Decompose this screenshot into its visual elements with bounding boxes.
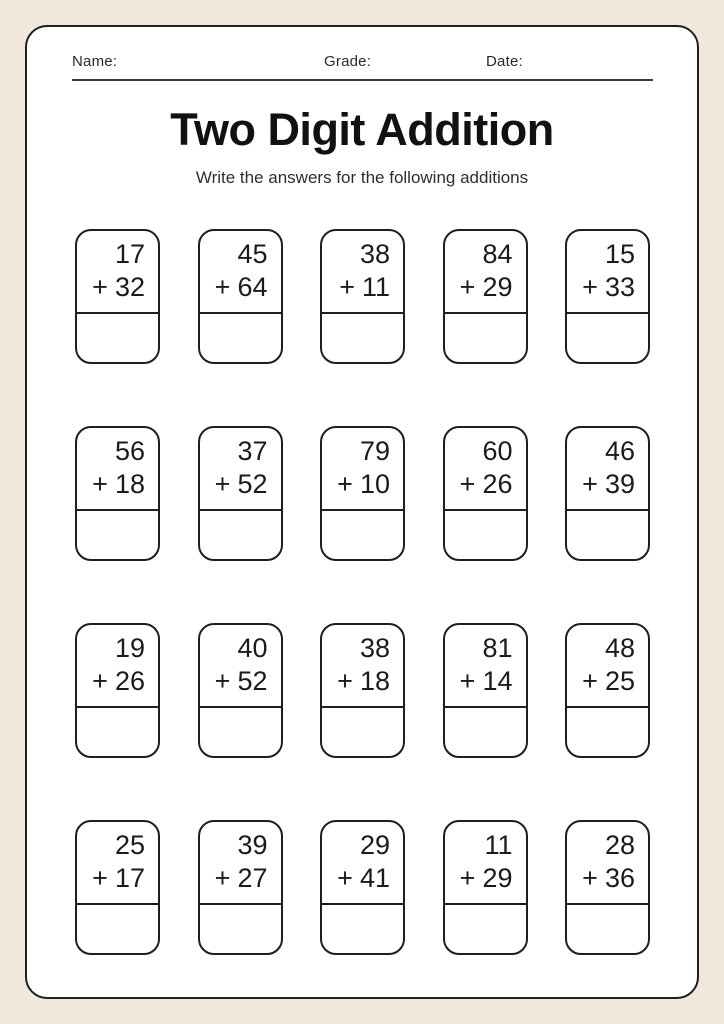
addend-row: [337, 665, 390, 698]
plus-sign: +: [582, 666, 598, 697]
plus-sign: +: [92, 272, 108, 303]
problem-card: [75, 820, 160, 955]
addition-problem: [77, 231, 158, 312]
plus-sign: +: [214, 863, 231, 894]
problems-grid: [75, 229, 650, 955]
addend: 27: [237, 863, 268, 894]
augend: 81: [482, 633, 513, 664]
augend: 45: [237, 239, 268, 270]
header-fields[interactable]: [72, 53, 653, 81]
problem-card: [443, 229, 528, 364]
answer-box[interactable]: [567, 312, 648, 362]
addend-row: [460, 665, 513, 698]
addition-problem: [445, 625, 526, 706]
augend: 37: [237, 436, 268, 467]
answer-box[interactable]: [77, 903, 158, 953]
plus-sign: +: [339, 272, 355, 303]
addition-problem: [77, 822, 158, 903]
plus-sign: +: [337, 666, 353, 697]
addend: 29: [482, 863, 513, 894]
addition-problem: [322, 625, 403, 706]
addition-problem: [77, 428, 158, 509]
addend: 17: [114, 863, 145, 894]
plus-sign: +: [92, 863, 108, 894]
problem-card: [75, 426, 160, 561]
augend: 38: [359, 633, 390, 664]
addend-row: [92, 468, 145, 501]
answer-box[interactable]: [200, 903, 281, 953]
augend: 25: [114, 830, 145, 861]
plus-sign: +: [459, 272, 476, 303]
augend: 40: [237, 633, 268, 664]
augend: 84: [482, 239, 513, 270]
addend-row: [92, 665, 145, 698]
addend-row: [460, 862, 513, 895]
addend: 18: [114, 469, 145, 500]
addend: 29: [482, 272, 513, 303]
addition-problem: [567, 822, 648, 903]
addition-problem: [445, 428, 526, 509]
addend: 33: [604, 272, 635, 303]
augend: 19: [114, 633, 145, 664]
addend: 52: [237, 469, 268, 500]
addend: 25: [604, 666, 635, 697]
addend-row: [337, 468, 390, 501]
date-label: Date:: [486, 53, 523, 70]
addend-row: [215, 468, 268, 501]
plus-sign: +: [214, 469, 231, 500]
addend-row: [460, 468, 513, 501]
name-label: Name:: [72, 53, 118, 70]
answer-box[interactable]: [445, 903, 526, 953]
plus-sign: +: [459, 666, 476, 697]
addition-problem: [200, 822, 281, 903]
addend: 14: [482, 666, 513, 697]
plus-sign: +: [459, 863, 476, 894]
augend: 39: [237, 830, 268, 861]
addition-problem: [77, 625, 158, 706]
augend: 38: [359, 239, 390, 270]
addition-problem: [200, 428, 281, 509]
addend: 64: [237, 272, 268, 303]
problem-card: [198, 623, 283, 758]
answer-box[interactable]: [322, 312, 403, 362]
answer-box[interactable]: [200, 312, 281, 362]
addend: 36: [604, 863, 635, 894]
problem-card: [198, 426, 283, 561]
addition-problem: [567, 231, 648, 312]
addition-problem: [445, 822, 526, 903]
addend: 39: [604, 469, 635, 500]
answer-box[interactable]: [445, 509, 526, 559]
problem-card: [75, 623, 160, 758]
problem-card: [75, 229, 160, 364]
plus-sign: +: [337, 863, 353, 894]
plus-sign: +: [582, 272, 598, 303]
addend-row: [92, 862, 145, 895]
addition-problem: [200, 231, 281, 312]
answer-box[interactable]: [322, 903, 403, 953]
problem-card: [320, 623, 405, 758]
augend: 15: [604, 239, 635, 270]
addend: 52: [237, 666, 268, 697]
addend: 18: [359, 666, 390, 697]
addend: 41: [359, 863, 390, 894]
plus-sign: +: [214, 666, 231, 697]
grade-label: Grade:: [324, 53, 372, 70]
problem-card: [565, 229, 650, 364]
problem-card: [320, 426, 405, 561]
augend: 17: [114, 239, 145, 270]
problem-card: [320, 820, 405, 955]
answer-box[interactable]: [567, 509, 648, 559]
addition-problem: [200, 625, 281, 706]
answer-box[interactable]: [77, 706, 158, 756]
answer-box[interactable]: [200, 706, 281, 756]
addition-problem: [567, 625, 648, 706]
addend: 11: [361, 272, 390, 303]
problem-card: [443, 820, 528, 955]
plus-sign: +: [459, 469, 476, 500]
augend: 60: [482, 436, 513, 467]
augend: 28: [604, 830, 635, 861]
answer-box[interactable]: [200, 509, 281, 559]
addition-problem: [322, 428, 403, 509]
plus-sign: +: [214, 272, 231, 303]
addition-problem: [445, 231, 526, 312]
problem-card: [565, 820, 650, 955]
problem-card: [198, 229, 283, 364]
problem-card: [443, 623, 528, 758]
addition-problem: [322, 822, 403, 903]
answer-box[interactable]: [322, 509, 403, 559]
addend-row: [337, 862, 390, 895]
addition-problem: [567, 428, 648, 509]
addition-problem: [322, 231, 403, 312]
addend: 26: [114, 666, 145, 697]
addend-row: [460, 271, 513, 304]
plus-sign: +: [92, 666, 108, 697]
problem-card: [320, 229, 405, 364]
addend-row: [582, 862, 635, 895]
augend: 46: [604, 436, 635, 467]
augend: 11: [484, 830, 513, 861]
addend: 32: [114, 272, 145, 303]
augend: 79: [359, 436, 390, 467]
answer-box[interactable]: [322, 706, 403, 756]
answer-box[interactable]: [445, 706, 526, 756]
augend: 56: [114, 436, 145, 467]
addend-row: [582, 665, 635, 698]
addend-row: [582, 468, 635, 501]
worksheet-sheet: [25, 25, 699, 999]
problem-card: [565, 426, 650, 561]
addend: 10: [359, 469, 390, 500]
problem-card: [565, 623, 650, 758]
addend: 26: [482, 469, 513, 500]
augend: 29: [359, 830, 390, 861]
plus-sign: +: [92, 469, 108, 500]
answer-box[interactable]: [77, 312, 158, 362]
answer-box[interactable]: [567, 706, 648, 756]
addend-row: [92, 271, 145, 304]
problem-card: [443, 426, 528, 561]
addend-row: [215, 271, 268, 304]
answer-box[interactable]: [567, 903, 648, 953]
page-title: Two Digit Addition: [170, 104, 554, 155]
answer-box[interactable]: [445, 312, 526, 362]
addend-row: [339, 271, 390, 304]
addend-row: [582, 271, 635, 304]
plus-sign: +: [337, 469, 353, 500]
addend-row: [215, 665, 268, 698]
plus-sign: +: [582, 863, 598, 894]
plus-sign: +: [582, 469, 598, 500]
page-subtitle: Write the answers for the following additions: [195, 167, 529, 187]
problem-card: [198, 820, 283, 955]
addend-row: [215, 862, 268, 895]
augend: 48: [604, 633, 635, 664]
answer-box[interactable]: [77, 509, 158, 559]
